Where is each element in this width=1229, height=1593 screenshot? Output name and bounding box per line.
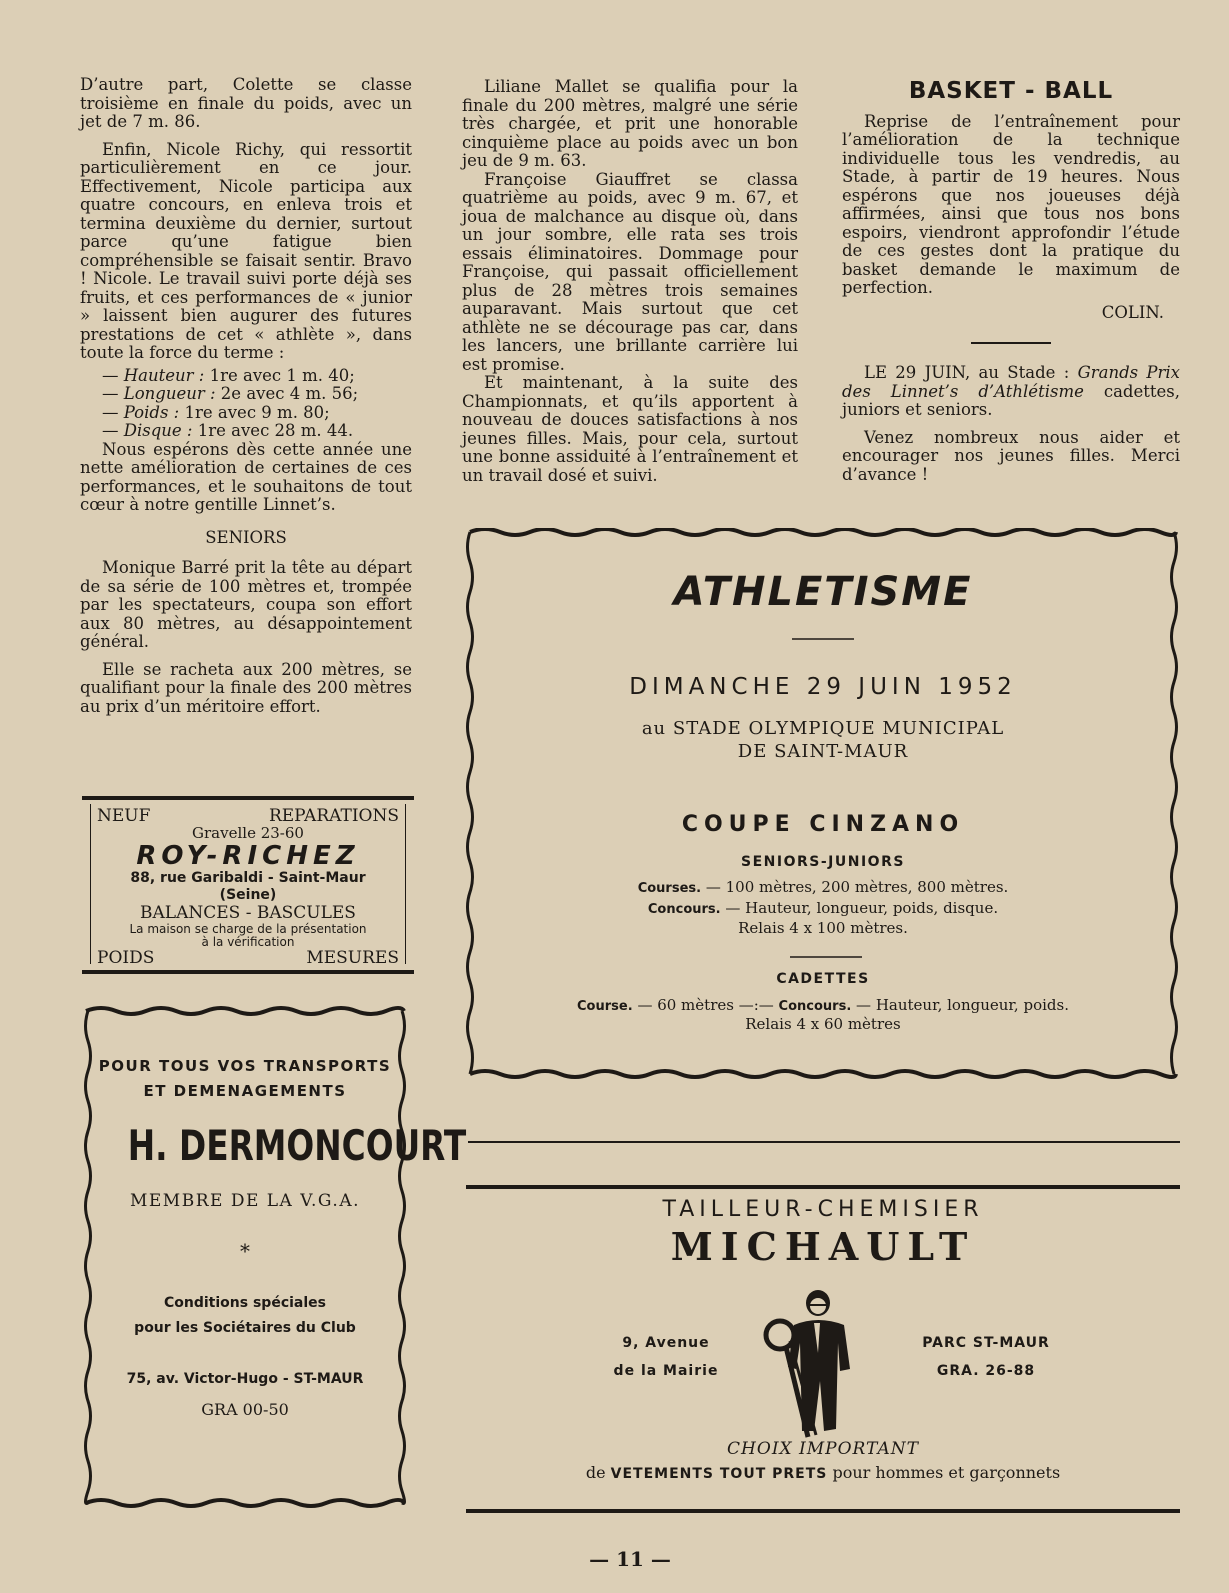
region: (Seine) [219,887,277,903]
goods: BALANCES - BASCULES [140,903,356,923]
phone: GRA. 26-88 [936,1363,1036,1379]
cup-name: COUPE CINZANO [681,812,965,837]
paragraph: Elle se racheta aux 200 mètres, se qualifiant pour la finale des 200 mètres au prix d’un méritoire effort. [80,659,412,716]
category: CADETTES [776,971,870,987]
column-left [80,76,412,716]
trade: TAILLEUR-CHEMISIER [662,1197,984,1222]
events-line: Relais 4 x 100 mètres. [738,919,908,937]
venue: au STADE OLYMPIQUE MUNICIPAL [641,718,1005,739]
signature: COLIN. [1101,302,1164,322]
result-item: — Hauteur : 1re avec 1 m. 40; [102,365,355,385]
events-line: Relais 4 x 60 mètres [745,1015,901,1033]
column-right [842,78,1180,484]
address: de la Mairie [613,1363,719,1379]
city: PARC ST-MAUR [922,1335,1050,1351]
phone: Gravelle 23-60 [192,824,304,842]
address: 88, rue Garibaldi - Saint-Maur [130,870,366,886]
events-line: Courses. — 100 mètres, 200 mètres, 800 mètres. [637,878,1009,896]
paragraph: D’autre part, Colette se classe troisième en finale du poids, avec un jet de 7 m. 86. [80,75,412,131]
events-line: Course. — 60 mètres —:— Concours. — Hauteur, longueur, poids. [577,996,1069,1014]
divider [82,796,414,800]
divider [466,1185,1180,1189]
divider [466,1509,1180,1513]
paragraph: Reprise de l’entraînement pour l’amélioration de la technique individuelle tous les vendredis, au Stade, à partir de 19 heures. Nous espérons que nos joueuses déjà affirmées, ainsi que tous nos bons espoirs, viendront approfondir l’étude de ces gestes dont la pratique du basket demande le maximum de perfection. [842,111,1180,297]
ad-name: ROY-RICHEZ [136,841,360,871]
ad-name: H. DERMONCOURT [127,1121,467,1170]
service-line: à la vérification [201,935,295,949]
ad-line: POUR TOUS VOS TRANSPORTS [98,1057,392,1075]
address: 9, Avenue [622,1335,710,1351]
paragraph: Venez nombreux nous aider et encourager nos jeunes filles. Merci d’avance ! [842,427,1180,484]
tailor-illustration [750,1289,880,1439]
ad-title: ATHLETISME [673,569,973,615]
divider [82,970,414,974]
ad-dermoncourt [80,1003,467,1513]
paragraph: Monique Barré prit la tête au départ de sa série de 100 mètres et, trompée par les spectateurs, coupa son effort aux 80 mètres, au désappointement général. [80,558,412,651]
address: 75, av. Victor-Hugo - ST-MAUR [126,1371,364,1387]
phone: GRA 00-50 [201,1400,289,1419]
column-middle [462,78,798,485]
ad-label: MESURES [306,948,399,968]
ad-athletisme [466,528,1180,1098]
divider [971,342,1051,344]
ad-line: Conditions spéciales [164,1295,326,1311]
result-item: — Poids : 1re avec 9 m. 80; [102,402,330,422]
ad-label: POIDS [97,948,155,968]
ad-label: NEUF [97,806,151,826]
results-list [80,367,412,441]
paragraph: Enfin, Nicole Richy, qui ressortit particulièrement en ce jour. Effectivement, Nicole participa aux quatre concours, en enleva trois et termina deuxième du dernier, surtout parce qu’une fatigue bien compréhensible se faisait sentir. Bravo ! Nicole. Le travail suivi porte déjà ses fruits, et ces performances de « junior » laissent bien augurer des futures prestations de cet « athlète », dans toute la force du terme : [80,139,412,362]
announcement: LE 29 JUIN, au Stade : Grands Prix des Linnet’s d’Athlétisme cadettes, juniors et seniors. [842,363,1180,419]
ad-line: pour les Sociétaires du Club [134,1320,356,1336]
ad-line: ET DEMENAGEMENTS [143,1082,347,1100]
ad-name: MICHAULT [670,1224,976,1269]
divider [468,1141,1180,1143]
ad-michault [466,1185,1180,1513]
result-item: — Disque : 1re avec 28 m. 44. [102,421,354,440]
category: SENIORS-JUNIORS [741,854,905,870]
service-line: La maison se charge de la présentation [129,922,367,936]
ad-member: MEMBRE DE LA V.G.A. [129,1191,360,1211]
paragraph: Françoise Giauffret se classa quatrième au poids, avec 9 m. 67, et joua de malchance au disque où, dans un jour sombre, elle rata ses trois essais éliminatoires. Dommage pour Françoise, qui passait officiellement plus de 28 mètres trois semaines auparavant. Mais surtout que cet athlète ne se décourage pas car, dans les lancers, une brillante carrière lui est promise. [462,169,798,374]
ad-roy-richez [82,796,414,974]
section-title-basket: BASKET - BALL [908,78,1114,104]
ad-line: CHOIX IMPORTANT [727,1439,919,1459]
result-item: — Longueur : 2e avec 4 m. 56; [102,384,359,403]
venue: DE SAINT-MAUR [737,741,909,762]
events-line: Concours. — Hauteur, longueur, poids, disque. [647,899,999,917]
event-date: DIMANCHE 29 JUIN 1952 [629,674,1017,700]
page-number: — 11 — [589,1547,671,1571]
ad-label: REPARATIONS [268,806,399,826]
section-heading-seniors: SENIORS [205,527,287,547]
paragraph: Nous espérons dès cette année une nette amélioration de certaines de ces performances, et le souhaitons de tout cœur à notre gentille Linnet’s. [80,439,412,514]
paragraph: Et maintenant, à la suite des Championnats, et qu’ils apportent à nouveau de douces satisfactions à nos jeunes filles. Mais, pour cela, surtout une bonne assiduité à l’entraînement et un travail dosé et suivi. [462,373,798,485]
ad-tagline: de VETEMENTS TOUT PRETS pour hommes et garçonnets [585,1463,1061,1482]
paragraph: Liliane Mallet se qualifia pour la finale du 200 mètres, malgré une série très chargée, et prit une honorable cinquième place au poids avec un bon jeu de 9 m. 63. [462,77,798,170]
asterisk: * [240,1239,250,1263]
